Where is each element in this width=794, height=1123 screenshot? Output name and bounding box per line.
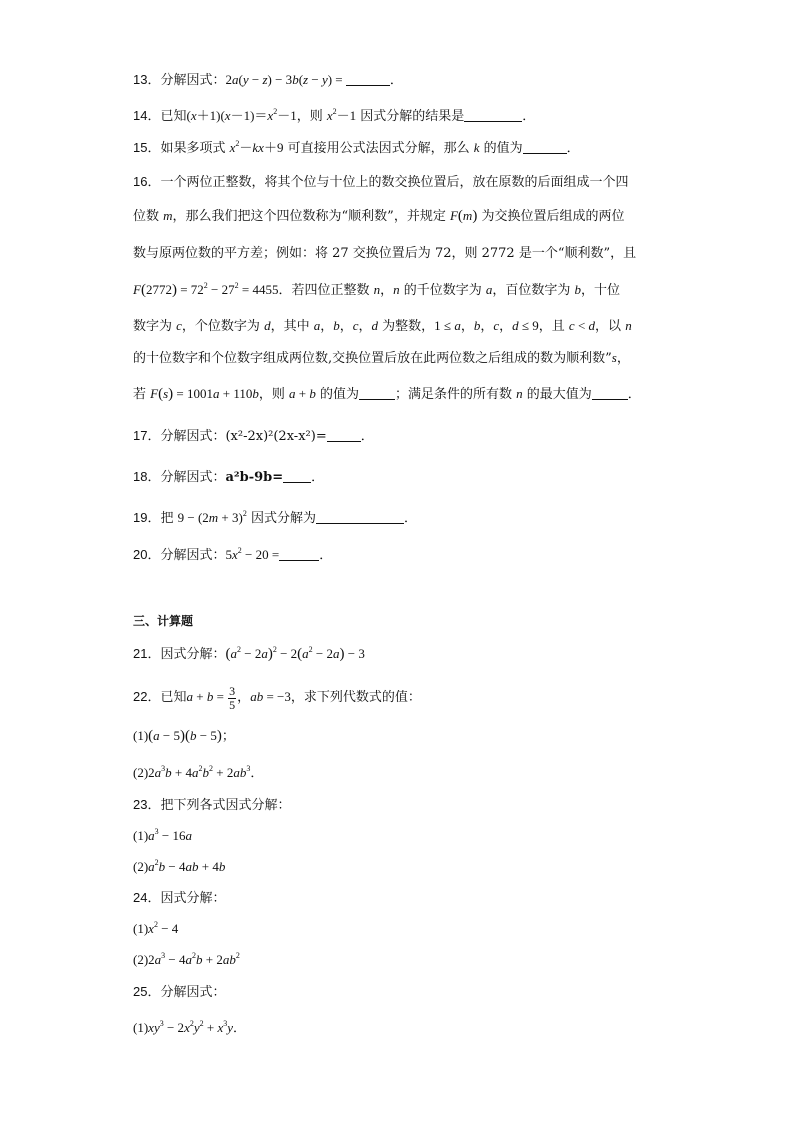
math-expression: c < d	[568, 318, 596, 333]
question-25-part-1: $(1)xy^3 - 2x^2y^2 + x^3y$．	[133, 1019, 247, 1036]
question-number: 18．	[133, 469, 161, 484]
question-19: 19．把 $9 - (2m + 3)^2$ 因式分解为 ．	[133, 509, 417, 526]
question-21: 21．因式分解：$(a^2 - 2a)^2 - 2(a^2 - 2a) - 3$	[133, 645, 365, 662]
question-18: 18．分解因式：a²b-9b= ．	[133, 469, 325, 485]
answer-blank[interactable]	[346, 71, 390, 86]
math-expression: 1 ≤ a，b，c，d ≤ 9	[434, 318, 539, 333]
math-expression: (a − 5)(b − 5)	[148, 728, 222, 744]
question-number: 25．	[133, 984, 161, 999]
math-expression: 2a(y − z) − 3b(z − y) =	[225, 72, 346, 87]
question-24-part-2: $(2)2a^3 - 4a^2b + 2ab^2$	[133, 951, 240, 967]
math-expression: $x^2 - 4$	[148, 920, 179, 936]
answer-blank[interactable]	[464, 107, 522, 122]
answer-blank[interactable]	[283, 468, 311, 483]
question-25: 25．分解因式：	[133, 984, 226, 1000]
math-expression: $a^2b - 4ab + 4b$	[148, 858, 226, 874]
answer-blank[interactable]	[523, 139, 567, 154]
question-number: 24．	[133, 890, 161, 905]
question-number: 23．	[133, 797, 161, 812]
question-22-part-2: $(2)2a^3b + 4a^2b^2 + 2ab^3$．	[133, 764, 264, 781]
section-heading: 三、计算题	[133, 614, 194, 628]
question-24-part-1: $(1)x^2 - 4$	[133, 920, 179, 936]
math-expression: F(s) = 1001a + 110b	[150, 386, 259, 402]
math-expression: $2a^3 - 4a^2b + 2ab^2$	[148, 951, 240, 967]
math-expression: $2a^3b + 4a^2b^2 + 2ab^3$	[148, 764, 251, 780]
question-17: 17．分解因式：(x²-2x)²(2x-x²)= ．	[133, 428, 374, 444]
math-expression: $xy^3 - 2x^2y^2 + x^3y$	[148, 1019, 234, 1035]
question-number: 17．	[133, 428, 161, 443]
question-16-line-4: $F(2772) = 72^2 - 27^2 = 4455$．若四位正整数 n，n 的千位数字为 a，百位数字为 b，十位	[133, 281, 621, 298]
math-expression: $F(2772) = 72^2 - 27^2 = 4455$	[133, 281, 279, 298]
question-16-line-3: 数与原两位数的平方差；例如：将 27 交换位置后为 72，则 2772 是一个“顺利数”，且	[133, 246, 637, 261]
question-22: 22．已知a + b = $\frac{3}{5}$ ，ab = −3，求下列代数式的值：	[133, 683, 421, 712]
question-number: 15．	[133, 140, 161, 155]
answer-blank[interactable]	[316, 509, 404, 524]
math-expression: a + b = $\frac{3}{5}$	[186, 683, 236, 712]
answer-blank[interactable]	[359, 385, 395, 400]
math-expression: $x^2-1$	[326, 107, 357, 123]
question-number: 20．	[133, 547, 161, 562]
math-expression: $a^3 - 16a$	[148, 827, 193, 843]
question-23-part-2: $(2)a^2b - 4ab + 4b$	[133, 858, 226, 874]
answer-blank[interactable]	[592, 385, 628, 400]
math-expression: $9 - (2m + 3)^2$	[177, 509, 247, 525]
question-16-line-1: 16．一个两位正整数，将其个位与十位上的数交换位置后，放在原数的后面组成一个四	[133, 174, 629, 190]
question-22-part-1: (1)(a − 5)(b − 5)；	[133, 728, 235, 744]
question-23: 23．把下列各式因式分解：	[133, 797, 291, 813]
math-expression: $(a^2 - 2a)^2 - 2(a^2 - 2a) - 3$	[225, 645, 365, 662]
question-text: 分解因式：	[160, 73, 226, 88]
question-number: 13．	[133, 72, 161, 87]
question-20: 20．分解因式：$5x^2 - 20$ = ．	[133, 546, 333, 563]
question-16-line-7: 若 F(s) = 1001a + 110b，则 a + b 的值为 ；满足条件的所有数 n 的最大值为 ．	[133, 386, 641, 402]
question-14: 14．已知$(x+1)(x-1)=x^2-1$，则 $x^2-1$ 因式分解的结果是 ．	[133, 107, 536, 124]
question-number: 16．	[133, 174, 161, 189]
question-13: 13．分解因式：2a(y − z) − 3b(z − y) = ．	[133, 72, 403, 88]
question-number: 14．	[133, 108, 161, 123]
answer-blank[interactable]	[327, 427, 361, 442]
math-expression: $5x^2 - 20$ =	[225, 546, 280, 562]
question-23-part-1: $(1)a^3 - 16a$	[133, 827, 193, 843]
math-expression: $(x+1)(x-1)=x^2-1$	[186, 107, 297, 123]
question-number: 19．	[133, 510, 161, 525]
question-16-line-5: 数字为 c，个位数字为 d，其中 a，b，c，d 为整数，1 ≤ a，b，c，d ≤ 9，且 c < d，以 n	[133, 318, 632, 334]
question-15: 15．如果多项式 $x^2-kx+9$ 可直接用公式法因式分解，那么 k 的值为 ．	[133, 139, 580, 156]
math-expression: ab = −3	[250, 689, 291, 704]
math-expression: $x^2-kx+9$	[229, 139, 284, 155]
answer-blank[interactable]	[279, 546, 319, 561]
question-16-line-6: 的十位数字和个位数字组成两位数,交换位置后放在此两位数之后组成的数为顺利数”s，	[133, 350, 630, 366]
math-expression: F(m)	[449, 208, 478, 224]
question-number: 21．	[133, 646, 161, 661]
question-24: 24．因式分解：	[133, 890, 226, 906]
question-number: 22．	[133, 689, 161, 704]
question-16-line-2: 位数 m，那么我们把这个四位数称为“顺利数”，并规定 F(m) 为交换位置后组成的两位	[133, 208, 625, 224]
